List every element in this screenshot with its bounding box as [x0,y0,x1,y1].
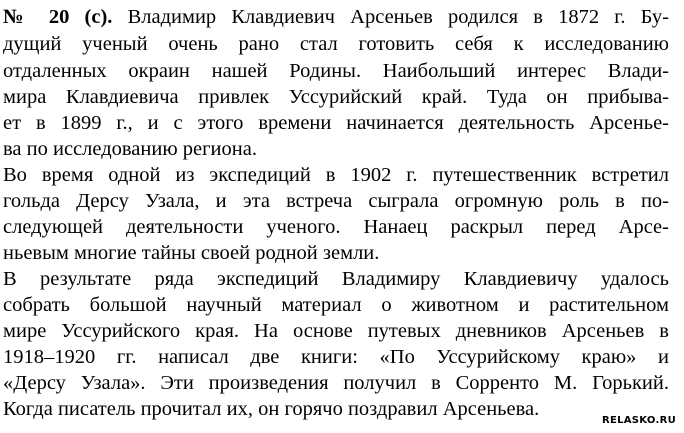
text-line-15: «Дерсу Узала». Эти произведения получил в Сорренто М. Горький. [3,372,669,394]
watermark: RELASKO.RU [601,415,676,426]
text-line-3: отдаленных окраин нашей Родины. Наибольший интерес Влади- [3,60,669,82]
text-line-13: мире Уссурийского края. На основе путевых дневников Арсеньев в [3,320,669,342]
text-line-4: мира Клавдиевича привлек Уссурийский край. Туда он прибыва- [3,86,669,108]
text-line-6: ва по исследованию региона. [3,138,257,160]
text-line-2: дущий ученый очень рано стал готовить себя к исследованию [3,33,669,55]
exercise-number: № 20 (с). [3,6,113,28]
text-line-8: гольда Дерсу Узала, и эта встреча сыграла огромную роль в по- [3,190,669,212]
text-line-7: Во время одной из экспедиций в 1902 г. путешественник встретил [3,164,669,186]
line-1-text: Владимир Клавдиевич Арсеньев родился в 1872 г. Бу- [112,6,669,28]
text-line-9: следующей деятельности ученого. Нанаец раскрыл перед Арсе- [3,216,669,238]
text-line-16: Когда писатель прочитал их, он горячо поздравил Арсеньева. [3,398,540,420]
text-line-1 [3,4,669,30]
text-line-5: ет в 1899 г., и с этого времени начинается деятельность Арсенье- [3,112,669,134]
text-line-14: 1918–1920 гг. написал две книги: «По Уссурийскому краю» и [3,346,669,368]
text-line-12: собрать большой научный материал о животном и растительном [3,294,669,316]
text-line-10: ньевым многие тайны своей родной земли. [3,242,380,264]
text-line-11: В результате ряда экспедиций Владимиру Клавдиевичу удалось [3,268,669,290]
